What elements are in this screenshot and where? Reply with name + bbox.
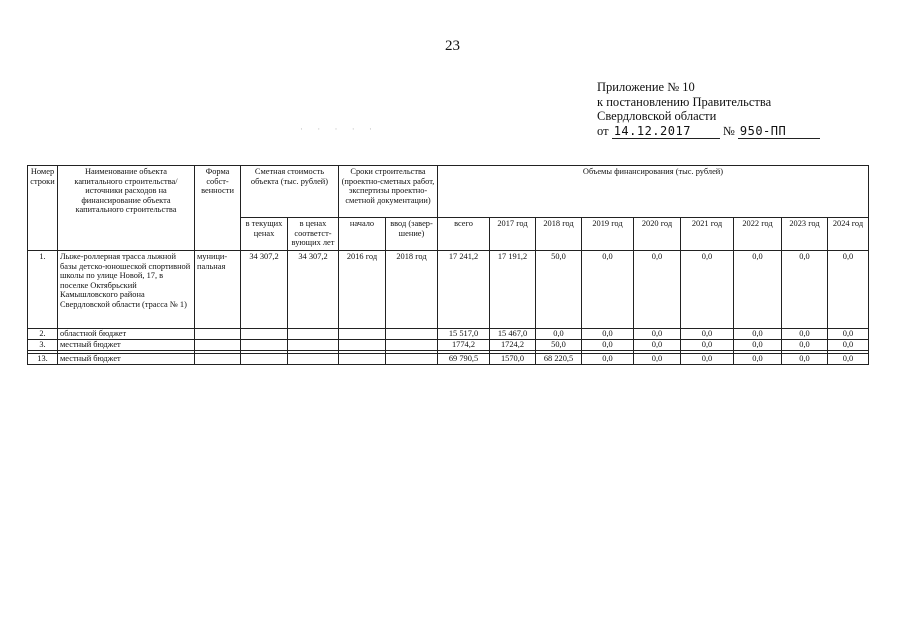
date-prefix: от: [597, 123, 609, 138]
appendix-region: Свердловской области: [597, 109, 717, 123]
row-ownership: муници-пальная: [195, 251, 241, 329]
resolution-date: 14.12.2017: [612, 124, 720, 140]
header-year: 2023 год: [782, 218, 828, 251]
financing-table: [27, 165, 869, 365]
row-name: Лыже-роллерная трасса лыжной базы детско-юношеской спортивной школы по улице Новой, 17, в поселке Октябрьский Камышловского района Свердловской области (трасса № 1): [58, 251, 195, 329]
row-number: 13.: [28, 354, 58, 365]
row-value: 15 467,0: [490, 329, 536, 340]
header-year: 2018 год: [536, 218, 582, 251]
row-cost-years: [288, 340, 339, 351]
header-financing: Объемы финансирования (тыс. рублей): [438, 166, 869, 218]
row-total: 17 241,2: [438, 251, 490, 329]
header-year: 2017 год: [490, 218, 536, 251]
row-cost-current: [241, 329, 288, 340]
header-year: 2019 год: [582, 218, 634, 251]
row-value: 68 220,5: [536, 354, 582, 365]
header-year: 2020 год: [634, 218, 681, 251]
header-cost-years: в ценах соответст-вующих лет: [288, 218, 339, 251]
row-start: 2016 год: [339, 251, 386, 329]
row-value: 0,0: [634, 340, 681, 351]
header-start: начало: [339, 218, 386, 251]
appendix-reference: к постановлению Правительства: [597, 94, 772, 109]
row-value: 0,0: [634, 251, 681, 329]
row-value: 0,0: [734, 354, 782, 365]
row-cost-years: 34 307,2: [288, 251, 339, 329]
row-start: [339, 354, 386, 365]
row-value: 0,0: [782, 354, 828, 365]
header-ownership: Форма собст-венности: [195, 166, 241, 251]
table-row: [28, 354, 869, 365]
row-value: 0,0: [734, 340, 782, 351]
header-estimated-cost: Сметная стоимость объекта (тыс. рублей): [241, 166, 339, 218]
row-cost-current: [241, 354, 288, 365]
appendix-date-line: [597, 124, 820, 140]
row-value: 0,0: [681, 340, 734, 351]
row-total: 69 790,5: [438, 354, 490, 365]
row-ownership: [195, 354, 241, 365]
row-end: [386, 354, 438, 365]
row-number: 3.: [28, 340, 58, 351]
table-row: [28, 340, 869, 351]
row-value: 50,0: [536, 340, 582, 351]
row-value: 0,0: [828, 251, 869, 329]
table-row: [28, 329, 869, 340]
row-value: 0,0: [536, 329, 582, 340]
header-deadlines: Сроки строительства (проектно-сметных работ, экспертизы проектно-сметной документации): [339, 166, 438, 218]
row-end: 2018 год: [386, 251, 438, 329]
row-start: [339, 340, 386, 351]
row-value: 50,0: [536, 251, 582, 329]
row-value: 0,0: [828, 354, 869, 365]
row-total: 1774,2: [438, 340, 490, 351]
row-value: 17 191,2: [490, 251, 536, 329]
header-total: всего: [438, 218, 490, 251]
header-year: 2022 год: [734, 218, 782, 251]
header-row-1: [28, 166, 869, 218]
row-name: местный бюджет: [58, 340, 195, 351]
number-prefix: №: [722, 123, 735, 138]
row-cost-current: [241, 340, 288, 351]
row-cost-years: [288, 354, 339, 365]
row-end: [386, 329, 438, 340]
row-value: 0,0: [734, 251, 782, 329]
table-row: [28, 251, 869, 329]
row-value: 0,0: [681, 354, 734, 365]
header-name: Наименование объекта капитального строительства/ источники расходов на финансирование объекта капитального строительства: [58, 166, 195, 251]
header-year: 2021 год: [681, 218, 734, 251]
row-value: 0,0: [582, 329, 634, 340]
row-cost-years: [288, 329, 339, 340]
row-total: 15 517,0: [438, 329, 490, 340]
scan-specks: · · · · ·: [300, 124, 378, 134]
row-value: 0,0: [634, 354, 681, 365]
row-ownership: [195, 340, 241, 351]
row-value: 0,0: [828, 340, 869, 351]
row-name: местный бюджет: [58, 354, 195, 365]
row-value: 0,0: [582, 340, 634, 351]
row-name: областной бюджет: [58, 329, 195, 340]
resolution-number: 950-ПП: [738, 124, 820, 140]
row-value: 0,0: [782, 340, 828, 351]
row-value: 1724,2: [490, 340, 536, 351]
row-number: 2.: [28, 329, 58, 340]
row-end: [386, 340, 438, 351]
row-number: 1.: [28, 251, 58, 329]
row-value: 0,0: [582, 354, 634, 365]
header-year: 2024 год: [828, 218, 869, 251]
row-ownership: [195, 329, 241, 340]
header-end: ввод (завер-шение): [386, 218, 438, 251]
row-value: 0,0: [782, 251, 828, 329]
row-value: 1570,0: [490, 354, 536, 365]
row-value: 0,0: [734, 329, 782, 340]
row-start: [339, 329, 386, 340]
row-cost-current: 34 307,2: [241, 251, 288, 329]
row-value: 0,0: [681, 329, 734, 340]
page-number: 23: [445, 38, 460, 54]
row-value: 0,0: [582, 251, 634, 329]
header-cost-current: в текущих ценах: [241, 218, 288, 251]
row-value: 0,0: [828, 329, 869, 340]
row-value: 0,0: [681, 251, 734, 329]
row-value: 0,0: [782, 329, 828, 340]
row-value: 0,0: [634, 329, 681, 340]
header-number: Номер строки: [28, 166, 58, 251]
appendix-block: [597, 80, 820, 139]
appendix-title: Приложение № 10: [597, 80, 695, 94]
